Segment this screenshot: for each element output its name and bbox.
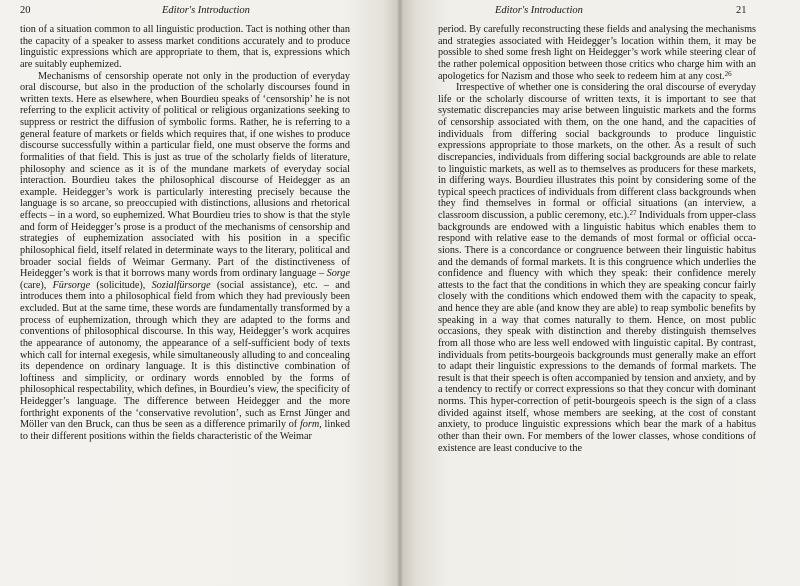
book-spine-gutter bbox=[396, 0, 404, 586]
footnote-ref-27: 27 bbox=[629, 209, 637, 217]
term-sorge: Sorge bbox=[326, 268, 350, 280]
term-fursorge: Fürsorge bbox=[52, 279, 91, 291]
left-paragraph-2 bbox=[20, 71, 350, 443]
term-form: form bbox=[299, 419, 320, 431]
right-paragraph-2 bbox=[438, 82, 756, 454]
footnote-ref-26: 26 bbox=[724, 69, 732, 78]
left-body-text bbox=[20, 24, 350, 443]
gloss-solicitude: (solicitude), bbox=[90, 279, 152, 291]
left-running-head bbox=[0, 4, 400, 18]
right-paragraph-1-text: period. By carefully reconstructing these fields and analysing the mechanisms and strategies associated with Heidegger’s location within them, it may be possible to shed some fresh light on Heidegger’s work while steering clear of the rather polemical opposition between those critics who charge him with an apologetics for Nazism and those who seek to redeem him at any cost. bbox=[438, 24, 756, 82]
left-paragraph-1: tion of a situation common to all linguistic production. Tact is nothing other than the capacity of a speaker to assess market conditions accurately and to produce linguistic expressions which are appropriate to them, that is, expressions which are suitably euphemized. bbox=[20, 24, 350, 70]
right-paragraph-1 bbox=[438, 24, 756, 82]
right-page bbox=[400, 0, 800, 586]
term-sozialfursorge: Sozialfürsorge bbox=[151, 279, 211, 291]
gloss-care: (care), bbox=[20, 279, 53, 291]
right-page-number: 21 bbox=[736, 5, 747, 16]
left-paragraph-2-part-b: (social assistance), etc. – and introduces them into a philosophical field from which they had previously been excluded. But at the same time, these words are fundamentally transformed by a process of euphemization, through which they are adapted to the forms and conventions of philosophical discourse. In this way, Heidegger’s work acquires the appearance of autonomy, the appearance of a self-sufficient body of texts which call for internal exegesis, while simultaneously alluding to and concealing its dependence on ordinary language. It is this distinctive combination of loftiness and simplicity, or ordinary words ennobled by the forms of philosophical respectability, which defines, in Bourdieu’s view, the specificity of Heidegger’s language. The difference between Heidegger and the more forthright exponents of the ‘conservative revolution’, such as Ernst Jünger and Möller van den Bruck, can thus be seen as a difference primarily of bbox=[20, 279, 350, 431]
right-paragraph-2-part-b: Individuals from upper-class backgrounds are endowed with a linguistic habitus which enables them to respond with relative ease to the demands of most formal or official occasions. There is a concordance or congruence between their linguistic habitus and the demands of formal markets. It is this congruence which underlies the confidence and fluency with which they speak: their confidence merely attests to the fact that the conditions in which they are speaking concur fairly closely with the conditions which endowed them with the capacity to speak, and hence they are able (and know they are able) to reap symbolic benefits by speaking in a way that comes naturally to them. Hence, on most public occasions, they speak with distinction and thereby distinguish themselves from all those who are less well endowed with linguistic capital. By contrast, individuals from petits-bourgeois backgrounds must generally make an effort to adapt their linguistic expressions to the demands of formal markets. The result is that their speech is often accompanied by tension and anxiety, and by a tendency to rectify or correct expressions so that they concur with dominant norms. This hyper-correction of petit-bourgeois speech is the sign of a class divided against itself, whose members are seeking, at the cost of constant anxiety, to produce linguistic expressions which bear the mark of a habitus other than their own. For members of the lower classes, whose conditions of existence are least conducive to the bbox=[438, 210, 756, 454]
left-page-number: 20 bbox=[20, 5, 31, 16]
left-running-title: Editor's Introduction bbox=[162, 5, 250, 16]
left-paragraph-2-part-a: Mechanisms of censorship operate not only in the production of everyday oral discourse, but also in the production of the scholarly discourses found in written texts. Here as elsewhere, when Bourdieu speaks of ‘censorship’ he is not referring to the explicit activity of political or religious organizations seeking to suppress or restrict the diffusion of symbolic forms. Rather, he is referring to a general feature of markets or fields which requires that, if one wishes to produce discourse successfully within a particular field, one must observe the forms and formalities of that field. This is just as true of the scholarly fields of literature, philosophy and science as it is of the mundane markets of everyday social interaction. Bourdieu takes the philosophical discourse of Heidegger as an example. Heidegger’s work is particularly interesting precisely because the language is so arcane, so preoccupied with distinctions, allusions and rhetorical effects – in a word, so euphemized. What Bourdieu tries to show is that the style and form of Heidegger’s prose is a product of the mechanisms of censorship and strategies of euphemization associated with his position in a specific philosophical field, itself related in determinate ways to the literary, political and broader social fields of Weimar Germany. Part of the distinctiveness of Heidegger’s work is that it borrows many words from ordinary language – bbox=[20, 70, 350, 280]
right-body-text bbox=[438, 24, 756, 454]
right-paragraph-2-part-a: Irrespective of whether one is considering the oral discourse of everyday life or the scholarly discourse of written texts, it is important to see that systematic discrepancies may arise between linguistic markets and the forms of censorship associated with them, on the one hand, and the capacities of individuals from differing social backgrounds to produce linguistic expressions appropriate to those markets, on the other. As a result of such discrepancies, individuals from differing social backgrounds are able to relate to linguistic markets, as well as to themselves as producers for these markets, in differing ways. Bourdieu illustrates this point by considering some of the typical speech practices of individuals from different class backgrounds when they find themselves in formal or official situations (an interview, a classroom discussion, a public ceremony, etc.). bbox=[438, 82, 756, 221]
right-running-title: Editor's Introduction bbox=[495, 5, 583, 16]
left-paragraph-2-part-c: , linked to their different positions within the fields characteristic of the Weimar bbox=[20, 419, 351, 442]
right-running-head bbox=[400, 4, 800, 18]
